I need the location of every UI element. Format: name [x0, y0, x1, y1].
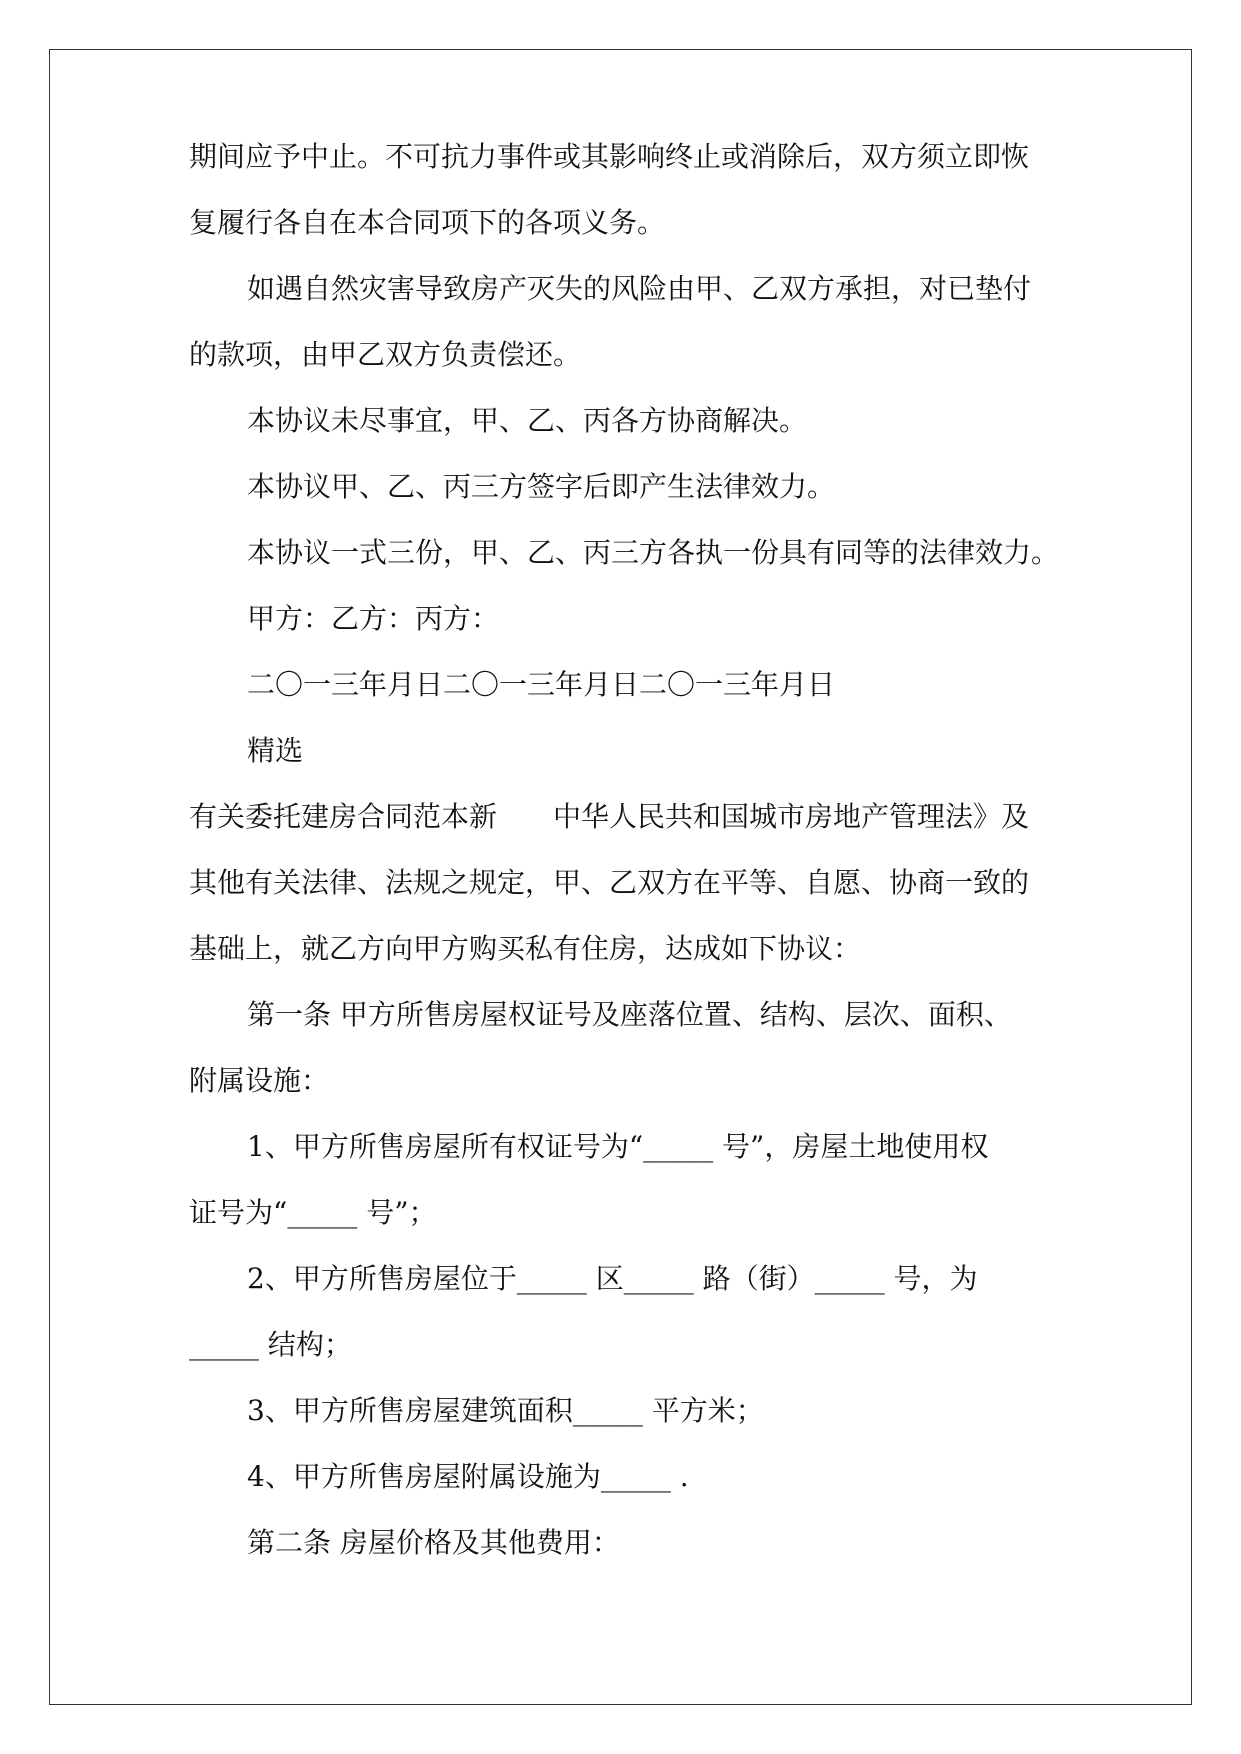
clause-line: 3、甲方所售房屋建筑面积_____ 平方米；	[247, 1394, 764, 1427]
section-label: 精选	[247, 734, 304, 767]
text-line: 本协议甲、乙、丙三方签字后即产生法律效力。	[247, 470, 836, 503]
text-line: 本协议未尽事宜，甲、乙、丙各方协商解决。	[247, 404, 808, 437]
article-heading: 第二条 房屋价格及其他费用：	[247, 1526, 620, 1559]
clause-line: 证号为“_____ 号”；	[189, 1196, 437, 1229]
clause-line: 2、甲方所售房屋位于_____ 区_____ 路（街）_____ 号，为	[247, 1262, 978, 1295]
signature-parties-line: 甲方：乙方：丙方：	[247, 602, 500, 635]
signature-dates-line: 二〇一三年月日二〇一三年月日二〇一三年月日	[247, 668, 836, 701]
text-line: 如遇自然灾害导致房产灭失的风险由甲、乙双方承担，对已垫付	[247, 272, 1032, 305]
article-heading: 第一条 甲方所售房屋权证号及座落位置、结构、层次、面积、	[247, 998, 1012, 1031]
text-line: 复履行各自在本合同项下的各项义务。	[189, 206, 666, 239]
text-line: 的款项，由甲乙双方负责偿还。	[189, 338, 582, 371]
text-line: 有关委托建房合同范本新 中华人民共和国城市房地产管理法》及	[189, 800, 1030, 833]
clause-line: _____ 结构；	[189, 1328, 352, 1361]
text-line: 附属设施：	[189, 1064, 330, 1097]
clause-line: 1、甲方所售房屋所有权证号为“_____ 号”，房屋土地使用权	[247, 1130, 989, 1163]
clause-line: 4、甲方所售房屋附属设施为_____ .	[247, 1460, 689, 1493]
text-line: 其他有关法律、法规之规定，甲、乙双方在平等、自愿、协商一致的	[189, 866, 1030, 899]
text-line: 期间应予中止。不可抗力事件或其影响终止或消除后，双方须立即恢	[189, 140, 1030, 173]
document-body	[189, 140, 1069, 1576]
text-line: 基础上，就乙方向甲方购买私有住房，达成如下协议：	[189, 932, 862, 965]
text-line: 本协议一式三份，甲、乙、丙三方各执一份具有同等的法律效力。	[247, 536, 1060, 569]
